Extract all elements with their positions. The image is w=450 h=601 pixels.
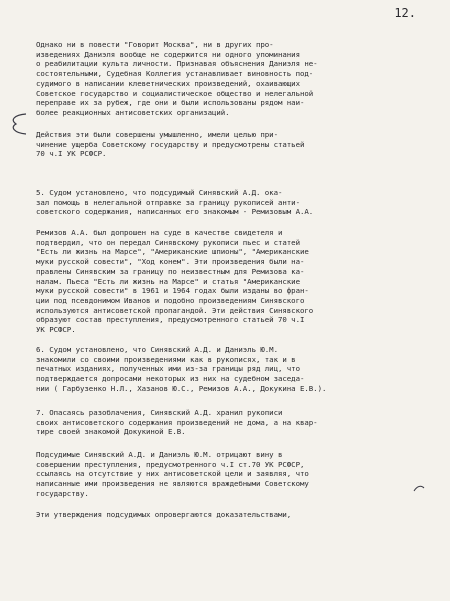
paragraph-dan-novel: Однако ни в повести "Говорит Москва", ни в других про- изведениях Даниэля вообще не содержится ни одного упоминания о реабилитации культа личности. Признавая объяснения Даниэля не- состоятельными, Судебная Коллегия устанавливает виновность под- судимого в написании клеветнических произведений, охаивающих Советское государство и социалистическое общество и нелегальной переправе их за рубеж, где они и были использованы рядом наи- более реакционных антисоветских организаций.	[36, 40, 318, 117]
paragraph-refuted: Эти утверждения подсудимых опровергаются доказательствами,	[36, 510, 292, 519]
page-number: 12.	[394, 6, 416, 20]
paragraph-defendants-deny: Подсудимые Синявский А.Д. и Даниэль Ю.М. отрицают вину в совершении преступления, предусмотренного ч.I ст.70 УК РСФСР, ссылаясь на отсутствие у них антисоветской цели и заявляя, что написанные ими произведения не являются враждебными Советскому государству.	[36, 450, 309, 498]
paragraph-item-7: 7. Опасаясь разоблачения, Синявский А.Д. хранил рукописи своих антисоветского содержания произведений не дома, а на квар- тире своей знакомой Докукиной Е.В.	[36, 408, 318, 437]
paragraph-actions-intent: Действия эти были совершены умышленно, имели целью при- чинение ущерба Советскому государству и предусмотрены статьей 70 ч.I УК РСФСР.	[36, 130, 305, 159]
margin-bracket-mark	[4, 112, 32, 136]
paragraph-item-6: 6. Судом установлено, что Синявский А.Д. и Даниэль Ю.М. знакомили со своими произведениями как в рукописях, так и в печатных изданиях, полученных ими из-за границы ряд лиц, что подтверждается допросами некоторых из них на судебном заседа- нии ( Гарбузенко Н.Л., Хазанов Ю.С., Ремизов А.А., Докукина Е.В.).	[36, 345, 327, 393]
paragraph-remizov: Ремизов А.А. был допрошен на суде в качестве свидетеля и подтвердил, что он передал Синявскому рукописи пьес и статей "Есть ли жизнь на Марсе", "Американские шпионы", "Американские муки русской совести", "Ход конем". Эти произведения были на- правлены Синявским за границу по неизвестным для Ремизова ка- налам. Пьеса "Есть ли жизнь на Марсе" и статья "Американские муки русской совести" в 1961 и 1964 годах были изданы во фран- ции под псевдонимом Иванов и подобно произведениям Синявского используются антисоветской пропагандой. Эти действия Синявского образуют состав преступления, предусмотренного статьей 70 ч.I УК РСФСР.	[36, 228, 314, 335]
handwritten-comma-mark	[412, 482, 426, 494]
paragraph-item-5: 5. Судом установлено, что подсудимый Синявский А.Д. ока- зал помощь в нелегальной отправке за границу рукописей анти- советского содержания, написанных его знакомым - Ремизовым А.А.	[36, 188, 314, 217]
